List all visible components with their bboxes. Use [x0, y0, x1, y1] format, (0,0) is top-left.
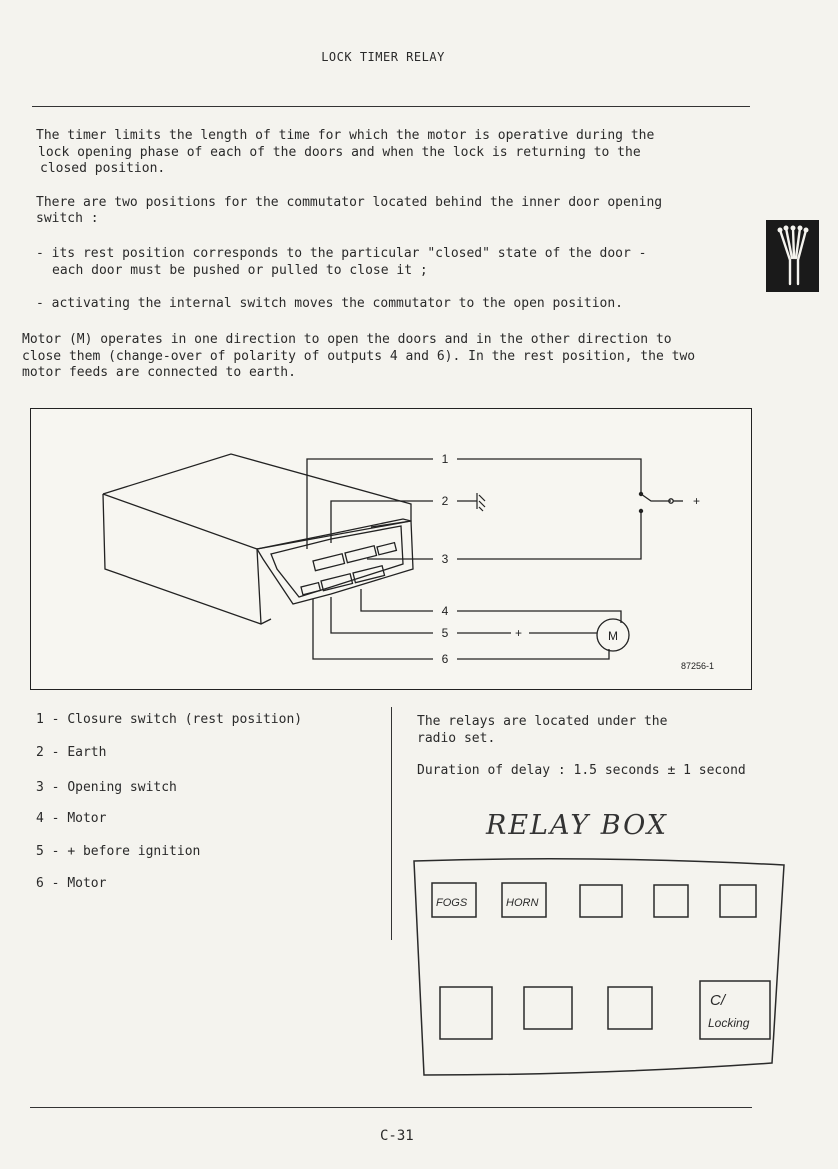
relay-slot-empty-6	[440, 987, 492, 1039]
wire-5	[331, 597, 433, 633]
legend-item-2: 2 - Earth	[36, 745, 107, 760]
terminal-label-3: 3	[441, 552, 449, 566]
legend-number: 1	[36, 712, 44, 727]
legend-text: Motor	[67, 811, 107, 826]
wire-4	[361, 589, 433, 611]
relay-label-fogs: FOGS	[436, 897, 468, 909]
relay-connector	[257, 519, 413, 604]
header-rule	[32, 106, 750, 107]
intro-line-2: lock opening phase of each of the doors and when the lock is returning to the	[38, 145, 641, 160]
legend-item-3: 3 - Opening switch	[36, 780, 177, 795]
plus-label-top: +	[693, 494, 701, 508]
relay-label-c: C/	[710, 992, 725, 1009]
relay-slot-empty-3	[580, 885, 622, 917]
relay-label-horn: HORN	[506, 897, 539, 909]
section-tab	[766, 220, 819, 292]
motor-text-line-1: Motor (M) operates in one direction to open the doors and in the other direction to	[22, 332, 672, 347]
legend-text: Opening switch	[67, 780, 177, 795]
intro-line-1: The timer limits the length of time for which the motor is operative during the	[36, 128, 655, 143]
motor-text-line-2: close them (change-over of polarity of outputs 4 and 6). In the rest position, the two	[22, 349, 696, 364]
handwritten-heading: RELAY BOX	[486, 810, 669, 841]
legend-text: + before ignition	[67, 844, 201, 859]
terminal-label-6: 6	[441, 652, 449, 666]
delay-note: Duration of delay : 1.5 seconds ± 1 second	[417, 763, 746, 778]
page-number: C-31	[380, 1128, 414, 1144]
legend-number: 5	[36, 844, 44, 859]
earth-symbol	[477, 493, 485, 511]
wiring-harness-icon	[766, 220, 819, 292]
legend-item-4: 4 - Motor	[36, 811, 107, 826]
relay-slot-central-locking	[700, 981, 770, 1039]
relay-diagram-svg	[31, 409, 751, 689]
location-note-line-2: radio set.	[417, 731, 496, 746]
relay-body	[103, 454, 411, 527]
relay-label-locking: Locking	[708, 1016, 750, 1030]
positions-line-1: There are two positions for the commutator located behind the inner door opening	[36, 195, 663, 210]
bullet-1-line-2: each door must be pushed or pulled to close it ;	[52, 263, 428, 278]
relay-diagram	[30, 408, 752, 690]
page-title: LOCK TIMER RELAY	[321, 50, 445, 64]
terminal-label-2: 2	[441, 494, 449, 508]
motor-text-line-3: motor feeds are connected to earth.	[22, 365, 296, 380]
location-note-line-1: The relays are located under the	[417, 714, 668, 729]
positions-line-2: switch :	[36, 211, 99, 226]
legend-text: Closure switch (rest position)	[67, 712, 303, 727]
legend-item-6: 6 - Motor	[36, 876, 107, 891]
intro-line-3: closed position.	[40, 161, 166, 176]
bullet-2-line-1: - activating the internal switch moves the commutator to the open position.	[36, 296, 623, 311]
legend-number: 3	[36, 780, 44, 795]
bullet-1-line-1: - its rest position corresponds to the particular "closed" state of the door -	[36, 246, 647, 261]
relay-slot-empty-4	[654, 885, 688, 917]
legend-number: 2	[36, 745, 44, 760]
terminal-label-4: 4	[441, 604, 449, 618]
relay-slot-empty-5	[720, 885, 756, 917]
legend-text: Earth	[67, 745, 107, 760]
switch-contact	[641, 494, 671, 501]
legend-number: 4	[36, 811, 44, 826]
relay-box-sketch	[412, 855, 792, 1087]
motor-label: M	[608, 629, 618, 643]
legend-number: 6	[36, 876, 44, 891]
terminal-label-5: 5	[441, 626, 449, 640]
legend-item-1: 1 - Closure switch (rest position)	[36, 712, 303, 727]
relay-slot-empty-8	[608, 987, 652, 1029]
legend-text: Motor	[67, 876, 107, 891]
footer-rule	[30, 1107, 752, 1108]
column-divider	[391, 707, 392, 940]
relay-slot-empty-7	[524, 987, 572, 1029]
terminal-label-1: 1	[441, 452, 449, 466]
plus-label-5: +	[515, 626, 523, 640]
legend-item-5: 5 - + before ignition	[36, 844, 201, 859]
figure-reference: 87256-1	[681, 661, 715, 671]
